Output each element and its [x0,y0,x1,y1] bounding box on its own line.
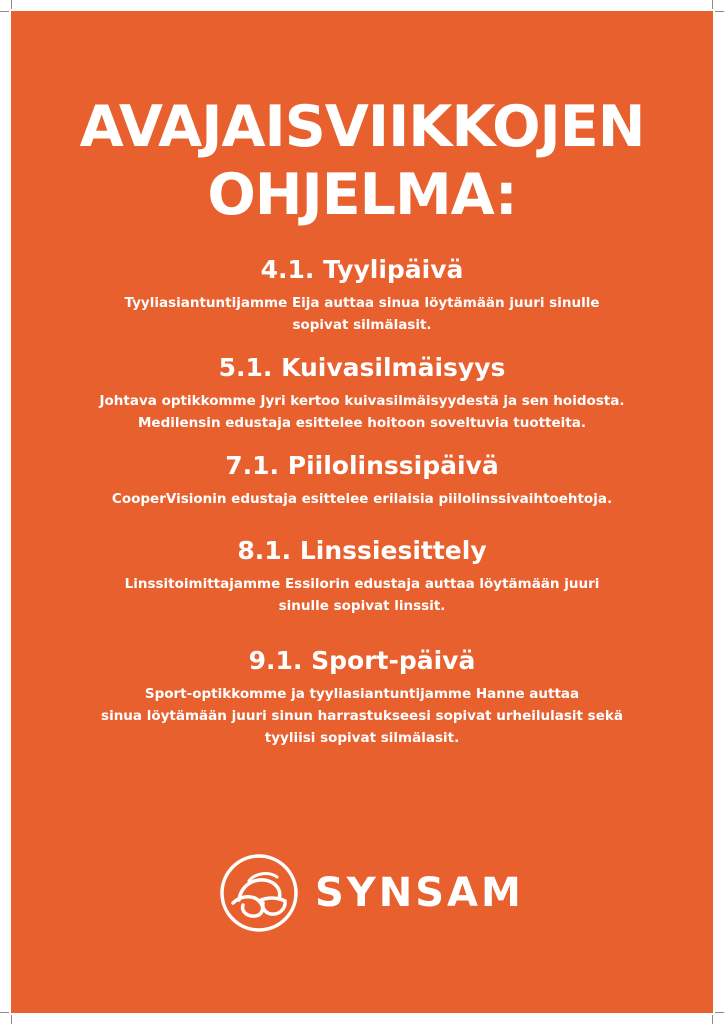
crop-mark [0,1012,9,1013]
event-heading: 9.1. Sport-päivä [248,646,476,675]
event-kuivasilmaisyys [11,352,713,434]
event-description [11,683,713,749]
event-description-line: tyyliisi sopivat silmälasit. [264,730,460,746]
poster-title-line-1: AVAJAISVIIKKOJEN [79,94,645,160]
poster-title-line-2: OHJELMA: [207,162,517,228]
event-description-line: Linssitoimittajamme Essilorin edustaja auttaa löytämään juuri [124,576,600,592]
event-heading: 8.1. Linssiesittely [237,536,487,565]
event-description [11,292,713,336]
poster [11,11,713,1013]
crop-mark [712,1015,713,1024]
event-tyylipaiva [11,254,713,336]
event-linssiesittely [11,535,713,617]
event-description-line: CooperVisionin edustaja esittelee erilaisia piilolinssivaihtoehtoja. [111,491,613,507]
event-heading: 5.1. Kuivasilmäisyys [218,353,506,382]
event-heading: 7.1. Piilolinssipäivä [225,451,499,480]
synsam-eyewear-logo-icon [219,853,299,933]
synsam-logo [219,848,524,938]
event-description [11,488,713,510]
event-description-line: Medilensin edustaja esittelee hoitoon soveltuvia tuotteita. [138,415,586,431]
poster-title [11,93,713,229]
event-description-line: Sport-optikkomme ja tyyliasiantuntijamme Hanne auttaa [144,686,580,702]
event-description-line: Tyyliasiantuntijamme Eija auttaa sinua löytämään juuri sinulle [124,295,600,311]
event-piilolinssipaiva [11,450,713,510]
event-description-line: sinua löytämään juuri sinun harrastukseesi sopivat urheilulasit sekä [101,708,623,724]
crop-mark [715,11,724,12]
event-description [11,573,713,617]
crop-mark [712,0,713,9]
event-description-line: Johtava optikkomme Jyri kertoo kuivasilmäisyydestä ja sen hoidosta. [99,393,625,409]
crop-mark [11,1015,12,1024]
synsam-wordmark: SYNSAM [315,870,524,916]
crop-mark [11,0,12,9]
event-description-line: sinulle sopivat linssit. [278,598,446,614]
crop-mark [0,11,9,12]
event-description-line: sopivat silmälasit. [292,317,432,333]
event-sport-paiva [11,645,713,749]
crop-mark [715,1012,724,1013]
event-heading: 4.1. Tyylipäivä [260,255,464,284]
event-description [11,390,713,434]
